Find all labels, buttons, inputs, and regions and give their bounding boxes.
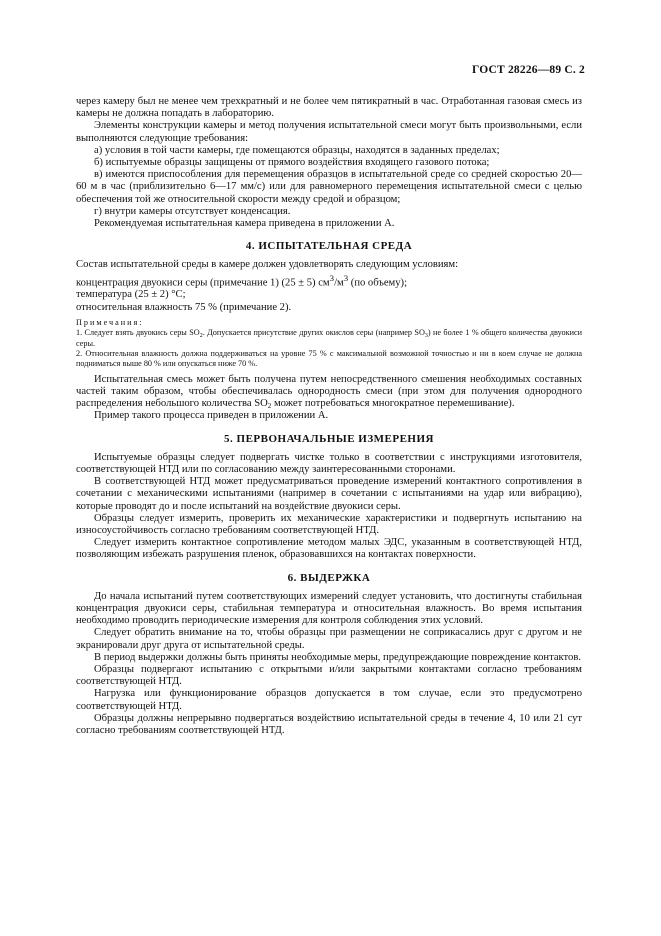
concentration-text: концентрация двуокиси серы (примечание 1) (25 ± 5) см [76, 277, 330, 289]
section-6 [76, 591, 582, 737]
paragraph-text: может потребоваться многократное перемешивание). [271, 398, 515, 410]
list-item-b: б) испытуемые образцы защищены от прямого воздействия входящего газового потока; [94, 157, 490, 169]
paragraph: Следует обратить внимание на то, чтобы образцы при размещении не соприкасались друг с другом и не экранировали друг друга от испытательной среды. [76, 627, 582, 651]
humidity-line: относительная влажность 75 % (примечание 2). [76, 301, 292, 313]
paragraph: В период выдержки должны быть приняты необходимые меры, предупреждающие повреждение контактов. [94, 651, 581, 663]
notes-block [76, 318, 582, 370]
notes-title: Примечания: [76, 317, 144, 327]
concentration-unit: /м [334, 277, 344, 289]
list-item-c: в) имеются приспособления для перемещения образцов в испытательной среде со средней скоростью 20—60 м в час (приблизительно 6—17 мм/с) или для равномерного перемещения испытательной смеси с целью обеспечения той же относительной скорости между средой и образцом; [76, 169, 582, 205]
list-item-d: г) внутри камеры отсутствует конденсация. [94, 205, 291, 217]
paragraph: Рекомендуемая испытательная камера приведена в приложении А. [94, 218, 395, 230]
concentration-line [76, 272, 582, 290]
subscript: 3 [424, 333, 428, 340]
superscript: 3 [329, 272, 335, 283]
list-item-a: а) условия в той части камеры, где помещаются образцы, находятся в заданных пределах; [94, 144, 500, 156]
paragraph: Образцы следует измерить, проверить их механические характеристики и подвергнуть испытанию на износоустойчивость согласно требованиям соответствующей НТД. [76, 512, 582, 537]
page-header: ГОСТ 28226—89 С. 2 [472, 64, 585, 76]
section-3-continuation [76, 96, 582, 230]
note-text: ) не более 1 % общего количества двуокиси серы. [76, 328, 582, 348]
paragraph: Испытуемые образцы следует подвергать чистке только в соответствии с инструкциями изготовителя, соответствующей НТД или по согласованию между заинтересованными сторонами. [76, 451, 582, 476]
paragraph: Нагрузка или функционирование образцов допускается в том случае, если это предусмотрено соответствующей НТД. [76, 688, 582, 712]
paragraph: Состав испытательной среды в камере должен удовлетворять следующим условиям: [76, 259, 459, 271]
section-4-heading: 4. ИСПЫТАТЕЛЬНАЯ СРЕДА [245, 240, 413, 253]
subscript: 2 [199, 333, 203, 340]
subscript: 2 [267, 402, 272, 411]
section-4 [76, 259, 582, 422]
section-5 [76, 452, 582, 562]
page-content [76, 94, 582, 737]
paragraph: Пример такого процесса приведен в приложении А. [94, 410, 329, 422]
section-6-heading: 6. ВЫДЕРЖКА [287, 571, 371, 584]
temperature-line: температура (25 ± 2) °С; [76, 289, 186, 301]
paragraph: Следует измерить контактное сопротивление методом малых ЭДС, указанным в соответствующей НТД, позволяющим избежать разрушения пленок, образовавшихся на контактах поверхности. [76, 537, 582, 561]
paragraph: Элементы конструкции камеры и метод получения испытательной смеси могут быть произвольными, если выполняются следующие требования: [76, 120, 582, 144]
paragraph: До начала испытаний путем соответствующих измерений следует установить, что достигнуты стабильная концентрация двуокиси серы, стабильная температура и относительная влажность. Во время испытания необходимо проводить периодические измерения для контроля соблюдения этих условий. [76, 590, 582, 627]
note-1 [76, 328, 582, 349]
paragraph: Образцы подвергают испытанию с открытыми и/или закрытыми контактами согласно требованиям соответствующей НТД. [76, 664, 582, 688]
concentration-tail: (по объему); [348, 277, 408, 289]
note-text: . Допускается присутствие других окислов серы (например SO [202, 328, 425, 338]
paragraph [76, 374, 582, 411]
superscript: 3 [343, 272, 349, 283]
environment-conditions [76, 259, 582, 313]
section-5-heading: 5. ПЕРВОНАЧАЛЬНЫЕ ИЗМЕРЕНИЯ [224, 432, 434, 445]
paragraph: В соответствующей НТД может предусматриваться проведение измерений контактного сопротивления в сочетании с механическими испытаниями (например в сочетании с испытаниями на удар или вибрацию), которые проводят до и после испытаний на воздействие двуокиси серы. [76, 476, 582, 512]
paragraph: Образцы должны непрерывно подвергаться воздействию испытательной среды в течение 4, 10 или 21 сут согласно требованиям соответствующей НТД. [76, 712, 582, 737]
note-2: 2. Относительная влажность должна поддерживаться на уровне 75 % с максимальной возможной точностью и ни в коем случае не должна подниматься выше 80 % или опускаться ниже 70 %. [76, 349, 582, 369]
note-text: 1. Следует взять двуокись серы SO [76, 328, 200, 338]
paragraph-text: Испытательная смесь может быть получена путем непосредственного смешения необходимых составных частей таким образом, чтобы обеспечивалась однородность смеси (при этом для получения однородного распределения небольшого количества SO [76, 373, 582, 410]
paragraph: через камеру был не менее чем трехкратный и не более чем пятикратный в час. Отработанная газовая смесь из камеры не должна попадать в лабораторию. [76, 96, 582, 120]
